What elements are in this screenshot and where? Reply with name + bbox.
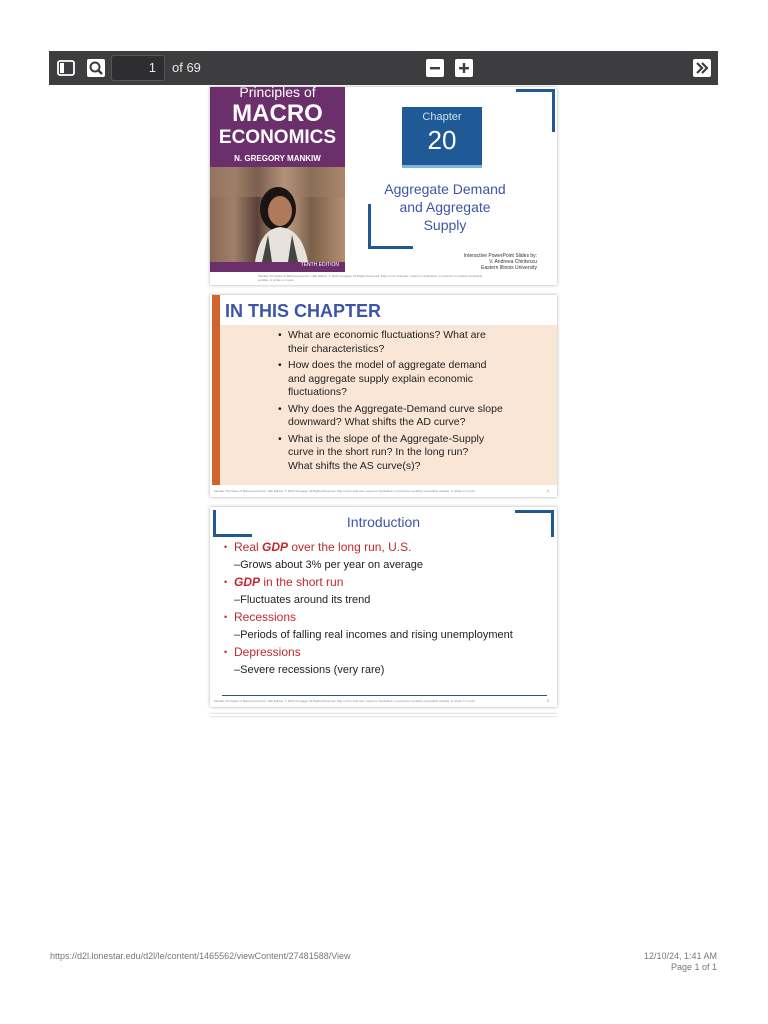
- slide2-bullet-line: downward? What shifts the AD curve?: [288, 416, 466, 428]
- slide2-page-number: 2: [546, 488, 549, 493]
- slide-1: [210, 84, 557, 285]
- bullet-dot: •: [224, 647, 228, 657]
- credits-line1: Interactive PowerPoint Slides by:: [463, 253, 537, 259]
- credits-line3: Eastern Illinois University: [481, 265, 537, 271]
- bullet-emphasis: GDP: [234, 575, 261, 589]
- slide2-bullet-line: their characteristics?: [288, 342, 385, 355]
- slide2-bullet-line: curve in the short run? In the long run?: [288, 446, 469, 458]
- slide2-bullet-line: Why does the Aggregate-Demand curve slope: [288, 402, 503, 415]
- slide2-heading: IN THIS CHAPTER: [225, 301, 382, 321]
- corner-accent-bottom-left: [368, 204, 413, 249]
- sidebar-toggle-icon[interactable]: [56, 58, 76, 78]
- slide2-footer: Mankiw, Principles of Macroeconomics, 10th Edition. © 2024 Cengage. All Rights Reserved. May not be scanned, copied or duplicated, or posted to a publicly accessible website, in whole or in part.: [214, 489, 476, 493]
- slide3-sub-bullet: [224, 626, 554, 644]
- bullet-text-post: in the short run: [260, 575, 344, 589]
- bullet-text-post: over the long run, U.S.: [288, 540, 412, 554]
- sub-bullet-dash: –: [234, 664, 241, 676]
- search-icon[interactable]: [86, 58, 106, 78]
- bullet-text: Real: [234, 540, 263, 554]
- slide2-bullet-line: What are economic fluctuations? What are: [288, 329, 486, 341]
- slide-3: [210, 507, 557, 707]
- slide2-content-box: [220, 325, 557, 485]
- bullet-dot: •: [278, 359, 282, 371]
- bullet-dot: •: [278, 402, 282, 415]
- page-total-label: of 69: [172, 60, 201, 75]
- slide2-bullet-item: [278, 329, 503, 356]
- slide3-sub-bullet: [224, 661, 554, 679]
- slide3-heading: Introduction: [346, 514, 421, 530]
- slide2-bullet-line: What is the slope of the Aggregate-Supply: [288, 432, 485, 445]
- sub-bullet-text: Periods of falling real incomes and rising unemployment: [240, 629, 513, 641]
- slide3-page-number: 3: [546, 698, 549, 703]
- zoom-in-icon[interactable]: [454, 58, 474, 78]
- slide2-bullet-list: [278, 329, 503, 476]
- print-datetime: 12/10/24, 1:41 AM: [643, 951, 717, 961]
- slide3-main-bullet: [224, 539, 554, 556]
- bullet-emphasis: GDP: [262, 540, 289, 554]
- chapter-title-line1: Aggregate Demand: [384, 181, 506, 197]
- woman-portrait-icon: [210, 167, 345, 262]
- corner-accent-top-right: [516, 89, 555, 132]
- bullet-text: Recessions: [234, 610, 297, 624]
- sub-bullet-dash: –: [234, 559, 241, 571]
- slide2-bullet-item: [278, 359, 503, 400]
- slide2-bullet-line: fluctuations?: [288, 386, 347, 398]
- book-edition: TENTH EDITION: [300, 262, 339, 268]
- slide-credits: [464, 253, 537, 271]
- chapter-box: [402, 107, 482, 168]
- book-title-line1: Principles of: [239, 84, 316, 100]
- bullet-dot: •: [224, 612, 228, 622]
- sub-bullet-text: Fluctuates around its trend: [240, 594, 371, 606]
- bullet-dot: •: [224, 542, 228, 552]
- page-of-label: Page 1 of 1: [670, 962, 717, 972]
- chapter-number: 20: [427, 125, 457, 155]
- pdf-toolbar: [49, 51, 718, 85]
- sub-bullet-text: Grows about 3% per year on average: [240, 559, 423, 571]
- bullet-dot: •: [278, 432, 282, 445]
- slide-2: [210, 295, 557, 497]
- slide3-main-bullet: [224, 574, 554, 591]
- page-url: https://d2l.lonestar.edu/d2l/le/content/1465562/viewContent/27481588/View: [50, 951, 351, 961]
- sub-bullet-text: Severe recessions (very rare): [240, 664, 385, 676]
- slide2-left-bar: [212, 295, 220, 485]
- book-title-line2: MACRO: [232, 100, 323, 127]
- cover-photo: [210, 167, 345, 262]
- cover-copyright: Mankiw, Principles of Macroeconomics, 10th Edition. © 2024 Cengage. All Rights Reserved. May not be scanned, copied or duplicated, or posted to a publicly accessible website, in whole or in part.: [258, 274, 483, 282]
- bullet-text: Depressions: [234, 645, 301, 659]
- slide-4-edge: [210, 714, 557, 716]
- slide3-bottom-rule: [222, 695, 547, 696]
- slide2-bullet-item: [278, 433, 503, 474]
- double-chevron-right-icon[interactable]: [692, 58, 712, 78]
- slide3-sub-bullet: [224, 591, 554, 609]
- slide2-bullet-item: [278, 403, 503, 430]
- sub-bullet-dash: –: [234, 594, 241, 606]
- slide3-sub-bullet: [224, 556, 554, 574]
- sub-bullet-dash: –: [234, 629, 241, 641]
- book-cover: [210, 84, 345, 272]
- slide2-bullet-line: and aggregate supply explain economic: [288, 372, 474, 385]
- book-author: N. GREGORY MANKIW: [234, 154, 321, 163]
- slide3-main-bullet: [224, 609, 554, 626]
- bullet-dot: •: [224, 577, 228, 587]
- page-footer-meta: [644, 951, 717, 973]
- slide2-bullet-line: What shifts the AS curve(s)?: [288, 459, 421, 472]
- chapter-title-line2: and Aggregate: [399, 199, 491, 215]
- zoom-out-icon[interactable]: [425, 58, 445, 78]
- chapter-title-line3: Supply: [423, 217, 467, 233]
- slide2-bullet-line: How does the model of aggregate demand: [288, 359, 487, 371]
- slide3-footer: Mankiw, Principles of Macroeconomics, 10th Edition. © 2024 Cengage. All Rights Reserved. May not be scanned, copied or duplicated, or posted to a publicly accessible website, in whole or in part.: [214, 699, 476, 703]
- page-number-input[interactable]: 1: [111, 55, 165, 81]
- book-title-line3: ECONOMICS: [218, 127, 337, 148]
- slide3-bullet-list: [224, 539, 554, 679]
- chapter-label: Chapter: [422, 111, 462, 123]
- slide3-main-bullet: [224, 644, 554, 661]
- bullet-dot: •: [278, 329, 282, 341]
- credits-line2: V. Andreea Chiritescu: [489, 259, 537, 265]
